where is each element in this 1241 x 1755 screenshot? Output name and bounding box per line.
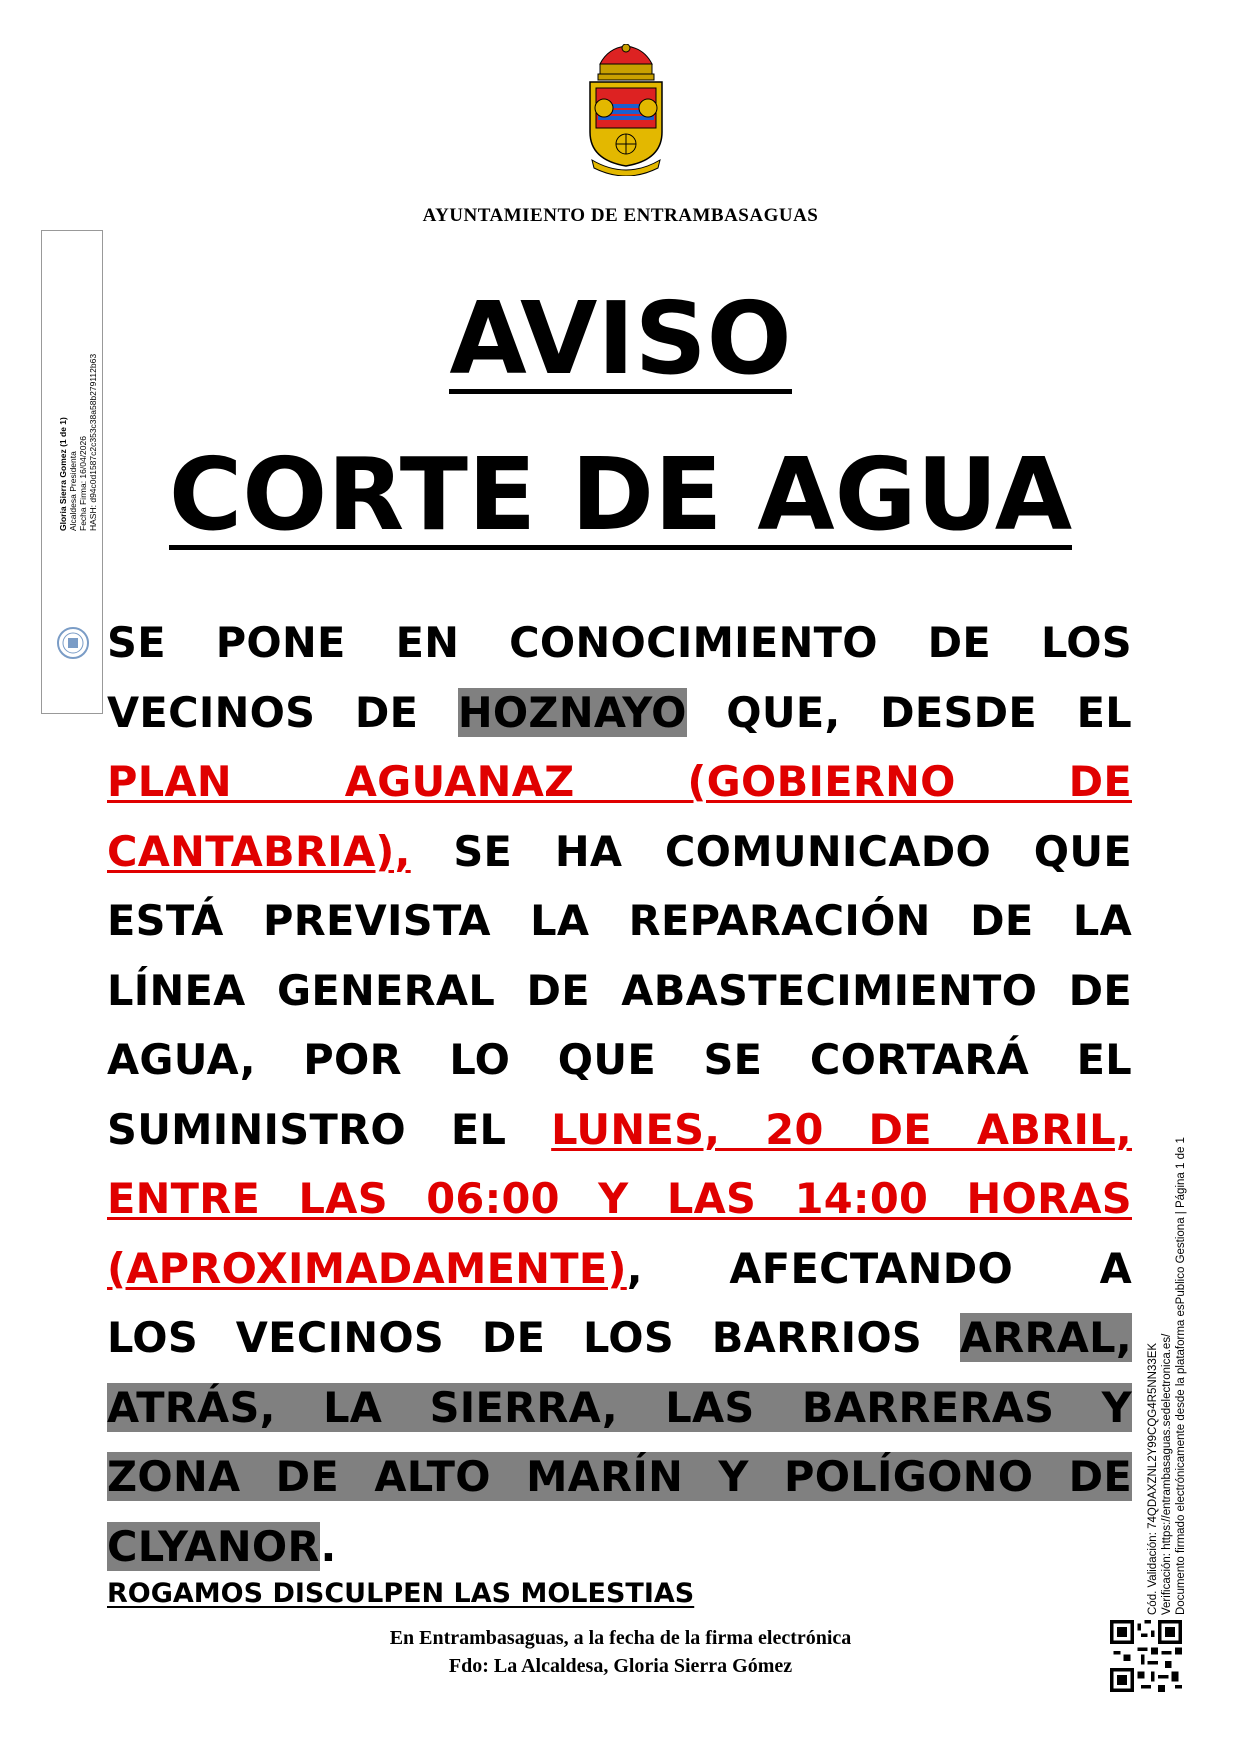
body-line (107, 747, 1132, 817)
verification-block (1145, 1095, 1195, 1615)
signer-role: Alcaldesa Presidenta (68, 451, 78, 531)
body-line: AGUA, POR LO QUE SE CORTARÁ EL (107, 1035, 1132, 1084)
signer-name: Gloria Sierra Gomez (1 de 1) (58, 417, 68, 531)
council-name: AYUNTAMIENTO DE ENTRAMBASAGUAS (422, 205, 819, 226)
notice-title: AVISO (449, 280, 792, 397)
coat-of-arms-icon (578, 44, 674, 176)
body-line: VECINOS DE HOZNAYO QUE, DESDE EL (107, 687, 1132, 737)
body-line: LÍNEA GENERAL DE ABASTECIMIENTO DE (107, 965, 1132, 1015)
highlight-neighborhoods: ARRAL, (959, 1313, 1132, 1362)
body-line: SUMINISTRO EL LUNES, 20 DE ABRIL, (107, 1104, 1132, 1154)
red-text: CANTABRIA), (107, 826, 411, 876)
body-line: CANTABRIA), SE HA COMUNICADO QUE (107, 826, 1132, 876)
body-line (107, 1442, 1132, 1512)
notice-body (107, 608, 1132, 1581)
highlight-neighborhoods: CLYANOR (107, 1521, 321, 1571)
body-line (107, 1164, 1132, 1234)
body-line (107, 1373, 1132, 1443)
footer-signature: Fdo: La Alcaldesa, Gloria Sierra Gómez (448, 1655, 793, 1677)
red-text: LUNES, 20 DE ABRIL, (551, 1104, 1132, 1154)
seal-icon (56, 626, 90, 660)
red-text: PLAN AGUANAZ (GOBIERNO DE (107, 757, 1132, 806)
body-line: SE PONE EN CONOCIMIENTO DE LOS (107, 618, 1132, 667)
qr-code-icon[interactable] (1110, 1620, 1182, 1692)
closing-apology: ROGAMOS DISCULPEN LAS MOLESTIAS (107, 1578, 695, 1609)
footer-place-date: En Entrambasaguas, a la fecha de la firma electrónica (389, 1627, 852, 1649)
highlight-neighborhoods: ZONA DE ALTO MARÍN Y POLÍGONO DE (107, 1452, 1132, 1501)
signature-stamp (41, 230, 103, 714)
verification-url[interactable]: Verificación: https://entrambasaguas.sedelectronica.es/ (1161, 1333, 1173, 1615)
platform-note: Documento firmado electrónicamente desde la plataforma esPublico Gestiona | Página 1 de 1 (1175, 1137, 1187, 1615)
signature-hash: HASH: d94c0d1587c2c353c38a58b279112b63 (88, 353, 98, 531)
highlight-neighborhoods: ATRÁS, LA SIERRA, LAS BARRERAS Y (107, 1382, 1132, 1432)
notice-subtitle: CORTE DE AGUA (168, 436, 1073, 553)
signature-date: Fecha Firma: 16/04/2026 (78, 436, 88, 531)
red-text: (APROXIMADAMENTE) (107, 1243, 627, 1293)
body-line: CLYANOR. (107, 1521, 337, 1571)
body-line: LOS VECINOS DE LOS BARRIOS ARRAL, (107, 1313, 1132, 1362)
validation-code: Cód. Validación: 74QDAXZNL2Y99CQG4R5NN33EK (1147, 1342, 1159, 1615)
red-text: ENTRE LAS 06:00 Y LAS 14:00 HORAS (107, 1174, 1132, 1223)
highlight-village: HOZNAYO (457, 687, 687, 737)
body-line: (APROXIMADAMENTE), AFECTANDO A (107, 1243, 1132, 1293)
body-line: ESTÁ PREVISTA LA REPARACIÓN DE LA (107, 896, 1132, 945)
